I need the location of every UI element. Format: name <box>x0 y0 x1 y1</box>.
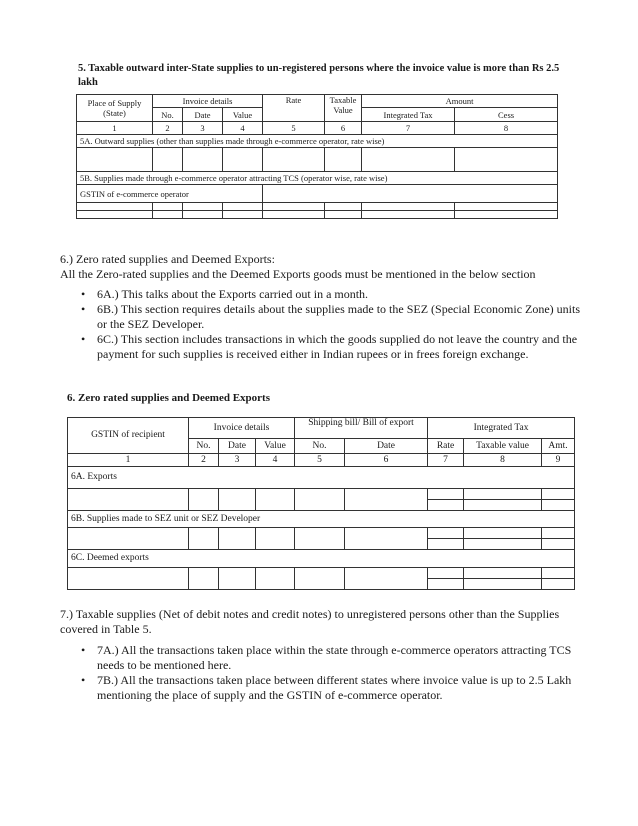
row-5b-label: 5B. Supplies made through e-commerce operator attracting TCS (operator wise, rate wise) <box>77 172 558 185</box>
cell <box>223 211 263 219</box>
col-num: 4 <box>256 454 295 467</box>
col-num: 4 <box>223 122 263 135</box>
cell <box>189 489 219 511</box>
list-item: • 6B.) This section requires details about the supplies made to the SEZ (Special Economic Zone) units or the SEZ Developer. <box>78 302 588 332</box>
taxable-value-header: Taxable Value <box>325 95 362 122</box>
table6-title: 6. Zero rated supplies and Deemed Exports <box>67 392 270 404</box>
col-num: 3 <box>219 454 256 467</box>
cell <box>455 203 558 211</box>
cell <box>542 528 575 539</box>
shipping-bill-header: Shipping bill/ Bill of export <box>295 418 428 439</box>
cell <box>345 568 428 590</box>
invoice-details-header: Invoice details <box>153 95 263 108</box>
cell <box>295 489 345 511</box>
date-header: Date <box>219 439 256 454</box>
cell <box>295 528 345 550</box>
cell <box>77 203 153 211</box>
integrated-tax-header: Integrated Tax <box>362 108 455 122</box>
table6 <box>67 417 575 590</box>
cell <box>345 489 428 511</box>
cell <box>223 203 263 211</box>
cell <box>455 148 558 172</box>
table5 <box>76 94 558 219</box>
cell <box>464 528 542 539</box>
cell <box>428 568 464 579</box>
cell <box>542 500 575 511</box>
cell <box>345 528 428 550</box>
section7-bullets <box>78 643 588 703</box>
gstin-operator-label: GSTIN of e-commerce operator <box>77 185 263 203</box>
cell <box>263 203 325 211</box>
col-num: 7 <box>428 454 464 467</box>
cell <box>153 203 183 211</box>
cell <box>325 203 362 211</box>
section6-heading: 6.) Zero rated supplies and Deemed Exports: <box>60 252 275 266</box>
row-6a-label: 6A. Exports <box>68 467 575 489</box>
section6-bullets <box>78 287 588 362</box>
cell <box>263 185 558 203</box>
cell <box>464 568 542 579</box>
table5-title: 5. Taxable outward inter-State supplies to un-registered persons where the invoice value is more than Rs 2.5 lakh <box>78 63 560 88</box>
section7-heading: 7.) Taxable supplies (Net of debit notes and credit notes) to unregistered persons other than the Supplies covered in Table 5. <box>60 607 560 636</box>
cell <box>256 568 295 590</box>
cell <box>362 203 455 211</box>
cell <box>428 489 464 500</box>
cell <box>542 568 575 579</box>
cell <box>183 203 223 211</box>
cell <box>223 148 263 172</box>
cell <box>362 211 455 219</box>
no-header: No. <box>189 439 219 454</box>
cell <box>295 568 345 590</box>
list-item: • 6C.) This section includes transactions in which the goods supplied do not leave the country and the payment for such supplies is received either in Indian rupees or in frees foreign exchange. <box>78 332 588 362</box>
amount-header: Amount <box>362 95 558 108</box>
col-num: 7 <box>362 122 455 135</box>
cell <box>263 211 325 219</box>
section6-intro: All the Zero-rated supplies and the Deemed Exports goods must be mentioned in the below section <box>60 267 536 281</box>
amt-header: Amt. <box>542 439 575 454</box>
cell <box>219 528 256 550</box>
cell <box>455 211 558 219</box>
row-5a-label: 5A. Outward supplies (other than supplies made through e-commerce operator, rate wise) <box>77 135 558 148</box>
invoice-details-header: Invoice details <box>189 418 295 439</box>
no-header: No. <box>153 108 183 122</box>
cell <box>362 148 455 172</box>
list-item: • 7B.) All the transactions taken place between different states where invoice value is up to 2.5 Lakh mentioning the place of supply and the GSTIN of e-commerce operator. <box>78 673 588 703</box>
cell <box>464 500 542 511</box>
cell <box>428 579 464 590</box>
cell <box>263 148 325 172</box>
cell <box>542 489 575 500</box>
col-num: 2 <box>153 122 183 135</box>
cell <box>464 489 542 500</box>
cell <box>325 211 362 219</box>
cell <box>189 568 219 590</box>
cell <box>464 539 542 550</box>
col-num: 9 <box>542 454 575 467</box>
place-of-supply-header: Place of Supply (State) <box>77 95 153 122</box>
cell <box>153 148 183 172</box>
cell <box>68 568 189 590</box>
cell <box>183 148 223 172</box>
cell <box>428 528 464 539</box>
shipping-no-header: No. <box>295 439 345 454</box>
col-num: 6 <box>325 122 362 135</box>
value-header: Value <box>256 439 295 454</box>
gstin-recipient-header: GSTIN of recipient <box>68 418 189 454</box>
cell <box>77 148 153 172</box>
list-item: • 7A.) All the transactions taken place within the state through e-commerce operators attracting TCS needs to be mentioned here. <box>78 643 588 673</box>
cell <box>219 568 256 590</box>
integrated-tax-header: Integrated Tax <box>428 418 575 439</box>
cell <box>428 500 464 511</box>
cell <box>256 528 295 550</box>
cell <box>464 579 542 590</box>
col-num: 6 <box>345 454 428 467</box>
col-num: 1 <box>77 122 153 135</box>
list-item: • 6A.) This talks about the Exports carried out in a month. <box>78 287 588 302</box>
cell <box>256 489 295 511</box>
value-header: Value <box>223 108 263 122</box>
cell <box>68 528 189 550</box>
col-num: 3 <box>183 122 223 135</box>
rate-header: Rate <box>263 95 325 122</box>
shipping-date-header: Date <box>345 439 428 454</box>
taxable-value-header: Taxable value <box>464 439 542 454</box>
rate-header: Rate <box>428 439 464 454</box>
row-6c-label: 6C. Deemed exports <box>68 550 575 568</box>
cell <box>325 148 362 172</box>
cell <box>219 489 256 511</box>
cell <box>183 211 223 219</box>
cell <box>68 489 189 511</box>
col-num: 8 <box>455 122 558 135</box>
col-num: 8 <box>464 454 542 467</box>
date-header: Date <box>183 108 223 122</box>
row-6b-label: 6B. Supplies made to SEZ unit or SEZ Developer <box>68 511 575 528</box>
col-num: 2 <box>189 454 219 467</box>
cell <box>542 539 575 550</box>
cell <box>428 539 464 550</box>
col-num: 5 <box>295 454 345 467</box>
cell <box>153 211 183 219</box>
col-num: 5 <box>263 122 325 135</box>
cell <box>542 579 575 590</box>
cess-header: Cess <box>455 108 558 122</box>
col-num: 1 <box>68 454 189 467</box>
cell <box>77 211 153 219</box>
cell <box>189 528 219 550</box>
